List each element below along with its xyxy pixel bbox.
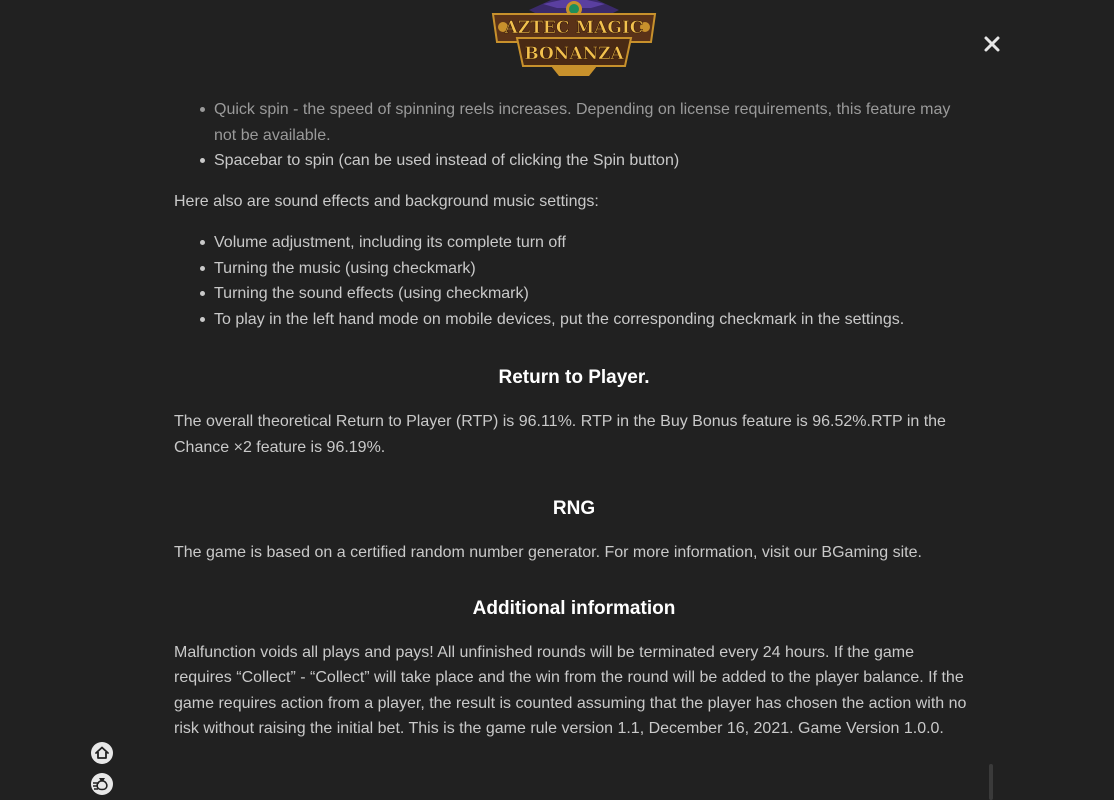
svg-text:AZTEC MAGIC: AZTEC MAGIC [504, 18, 644, 38]
money-bag-icon[interactable] [90, 772, 114, 796]
rng-heading: RNG [552, 498, 596, 519]
scrollbar[interactable] [989, 764, 993, 800]
rules-content [174, 97, 974, 742]
list-item: Turning the sound effects (using checkmark) [214, 281, 974, 307]
rng-text: The game is based on a certified random number generator. For more information, visit our BGaming site. [174, 544, 922, 561]
rtp-text: The overall theoretical Return to Player (RTP) is 96.11%. RTP in the Buy Bonus feature is 96.52%.RTP in the Chance ×2 feature is 96.19%. [174, 413, 946, 456]
list-item: Turning the music (using checkmark) [214, 256, 974, 282]
game-logo [491, 0, 657, 78]
additional-info-text: Malfunction voids all plays and pays! All unfinished rounds will be terminated every 24 hours. If the game requires “Collect” - “Collect” will take place and the win from the round will be added to the player balance. If the game requires action from a player, the result is counted assuming that the player has chosen the action with no risk without raising the initial bet. This is the game rule version 1.1, December 16, 2021. Game Version 1.0.0. [174, 643, 967, 737]
close-icon[interactable] [980, 32, 1004, 56]
svg-text:BONANZA: BONANZA [524, 44, 624, 64]
close-button[interactable] [980, 32, 1004, 56]
rtp-heading: Return to Player. [498, 367, 650, 388]
list-item: To play in the left hand mode on mobile devices, put the corresponding checkmark in the settings. [214, 307, 974, 333]
list-item: Quick spin - the speed of spinning reels increases. Depending on license requirements, this feature may not be available. [214, 97, 974, 148]
home-button[interactable] [90, 741, 114, 765]
additional-info-heading: Additional information [472, 597, 676, 619]
aztec-magic-bonanza-logo [491, 0, 657, 78]
sound-settings-list [174, 230, 974, 332]
home-icon[interactable] [90, 741, 114, 765]
list-item: Spacebar to spin (can be used instead of clicking the Spin button) [214, 148, 974, 174]
list-item: Volume adjustment, including its complete turn off [214, 230, 974, 256]
cashier-button[interactable] [90, 772, 114, 796]
controls-list [174, 97, 974, 174]
sound-settings-intro: Here also are sound effects and background music settings: [174, 192, 599, 210]
